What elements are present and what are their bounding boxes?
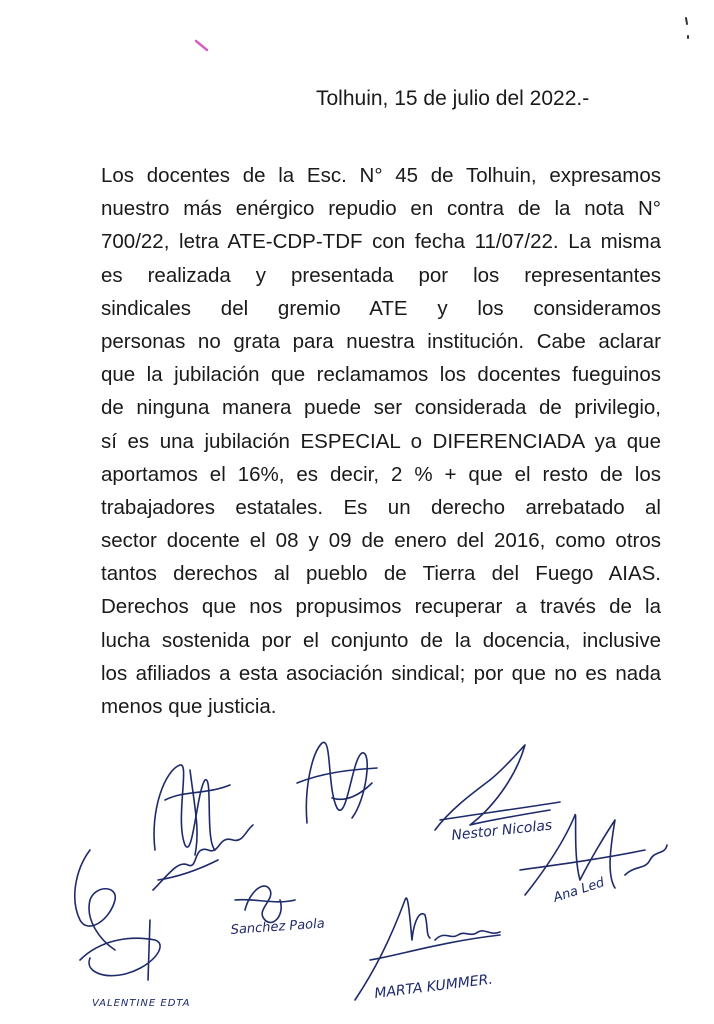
- ink-speck: [682, 14, 692, 44]
- signature-5: [60, 840, 170, 990]
- body-line: menos que justicia.: [101, 695, 277, 718]
- svg-text:Ana Led: Ana Led: [551, 875, 607, 906]
- signature-6-name: Sanchez Paola: [230, 916, 326, 938]
- body-line: tantos derechos al pueblo de Tierra del Fuego AIAS.: [101, 562, 661, 586]
- body-line: lucha sostenida por el conjunto de la docencia, inclusive: [101, 628, 661, 652]
- signature-3: [292, 728, 382, 838]
- signature-7-name: MARTA KUMMER.: [373, 971, 494, 1002]
- signature-9-name: VALENTINE EDTA: [92, 998, 191, 1009]
- body-line: Los docentes de la Esc. N° 45 de Tolhuin, expresamos: [101, 164, 661, 187]
- signature-6: [225, 870, 365, 950]
- letter-body: [101, 159, 661, 723]
- body-line: sector docente el 08 y 09 de enero del 2016, como otros: [101, 529, 661, 553]
- body-line: de ninguna manera puede ser considerada de privilegio,: [101, 396, 661, 420]
- body-line: aportamos el 16%, es decir, 2 % + que el resto de los: [101, 462, 661, 486]
- body-line: nuestro más enérgico repudio en contra de la nota N°: [101, 197, 661, 221]
- body-line: 700/22, letra ATE-CDP-TDF con fecha 11/07/22. La misma: [101, 230, 661, 254]
- signature-8: [515, 800, 675, 910]
- body-line: trabajadores estatales. Es un derecho arrebatado al: [101, 495, 661, 519]
- body-line: Derechos que nos propusimos recuperar a través de la: [101, 595, 661, 619]
- body-line: sindicales del gremio ATE y los consideramos: [101, 296, 661, 320]
- pink-pen-mark: [193, 38, 213, 58]
- body-line: sí es una jubilación ESPECIAL o DIFERENCIADA ya que: [101, 429, 661, 453]
- body-line: es realizada y presentada por los representantes: [101, 263, 661, 287]
- body-line: que la jubilación que reclamamos los docentes fueguinos: [101, 363, 661, 387]
- date-line: Tolhuin, 15 de julio del 2022.-: [316, 87, 590, 110]
- body-line: personas no grata para nuestra institución. Cabe aclarar: [101, 329, 661, 353]
- signature-4-name: Nestor Nicolas: [450, 817, 553, 844]
- body-line: los afiliados a esta asociación sindical; por que no es nada: [101, 661, 661, 685]
- signature-9: [88, 990, 248, 1020]
